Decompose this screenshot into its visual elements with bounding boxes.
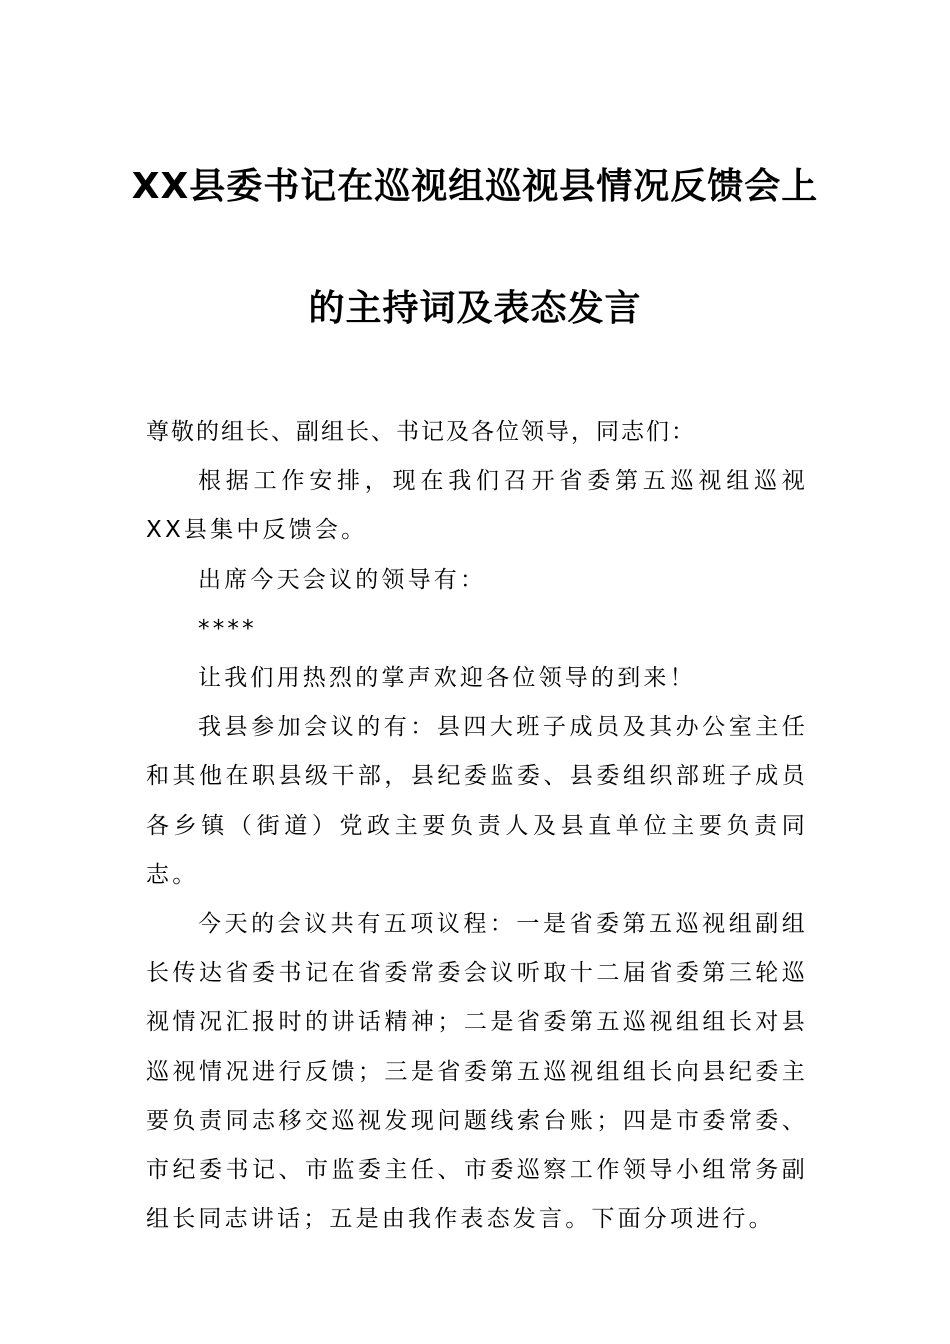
body-paragraph: 今天的会议共有五项议程：一是省委第五巡视组副组长传达省委书记在省委常委会议听取十二届省委第三轮巡视情况汇报时的讲话精神；二是省委第五巡视组组长对县巡视情况进行反馈；三是省委第五巡视组组长向县纪委主要负责同志移交巡视发现问题线索台账；四是市委常委、市纪委书记、市监委主任、市委巡察工作领导小组常务副组长同志讲话；五是由我作表态发言。下面分项进行。 bbox=[146, 911, 808, 1233]
document-title-line-1: XX县委书记在巡视组巡视县情况反馈会上 bbox=[131, 166, 819, 207]
body-paragraph: 让我们用热烈的掌声欢迎各位领导的到来！ bbox=[198, 665, 696, 692]
body-paragraph: 根据工作安排，现在我们召开省委第五巡视组巡视XX县集中反馈会。 bbox=[146, 468, 808, 544]
body-paragraph: 出席今天会议的领导有： bbox=[198, 566, 487, 593]
document-title-line-2: 的主持词及表态发言 bbox=[308, 288, 642, 329]
body-paragraph: **** bbox=[198, 615, 257, 642]
body-paragraph: 我县参加会议的有：县四大班子成员及其办公室主任和其他在职县级干部，县纪委监委、县委组织部班子成员各乡镇（街道）党政主要负责人及县直单位主要负责同志。 bbox=[146, 714, 808, 888]
salutation-paragraph: 尊敬的组长、副组长、书记及各位领导，同志们： bbox=[146, 419, 696, 445]
document-body bbox=[146, 408, 808, 1244]
